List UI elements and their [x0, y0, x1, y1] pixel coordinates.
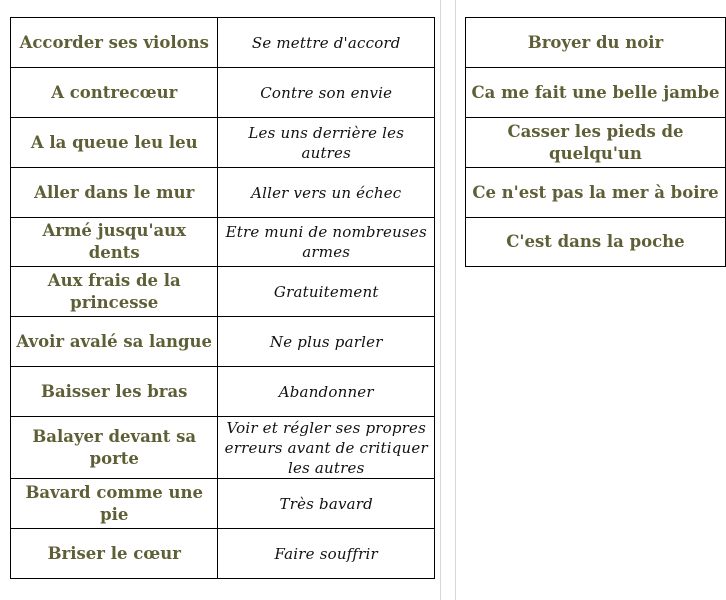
expression-cell: A la queue leu leu	[11, 118, 218, 168]
meaning-cell: Les uns derrière les autres	[218, 118, 435, 168]
table-row	[11, 267, 435, 317]
page-divider	[455, 0, 456, 600]
table-row	[466, 168, 726, 218]
expression-cell: Armé jusqu'aux dents	[11, 218, 218, 267]
table-row	[466, 18, 726, 68]
table-row	[11, 168, 435, 218]
meaning-cell: Ne plus parler	[218, 317, 435, 367]
expressions-table-right	[465, 17, 726, 267]
meaning-cell: Se mettre d'accord	[218, 18, 435, 68]
table-row	[466, 218, 726, 267]
expression-cell: Ca me fait une belle jambe	[466, 68, 726, 118]
table-row	[11, 317, 435, 367]
expression-cell: Accorder ses violons	[11, 18, 218, 68]
expressions-table-left	[10, 17, 435, 579]
expression-cell: Ce n'est pas la mer à boire	[466, 168, 726, 218]
expression-cell: Avoir avalé sa langue	[11, 317, 218, 367]
table-row	[466, 68, 726, 118]
meaning-cell: Très bavard	[218, 479, 435, 529]
expression-cell: Bavard comme une pie	[11, 479, 218, 529]
expression-cell: Aller dans le mur	[11, 168, 218, 218]
expression-cell: A contrecœur	[11, 68, 218, 118]
expression-cell: Broyer du noir	[466, 18, 726, 68]
table-row	[11, 529, 435, 579]
expression-cell: C'est dans la poche	[466, 218, 726, 267]
table-row	[11, 479, 435, 529]
meaning-cell: Aller vers un échec	[218, 168, 435, 218]
meaning-cell: Faire souffrir	[218, 529, 435, 579]
table-row	[11, 118, 435, 168]
expression-cell: Balayer devant sa porte	[11, 417, 218, 479]
table-row	[11, 218, 435, 267]
meaning-cell: Abandonner	[218, 367, 435, 417]
meaning-cell: Etre muni de nombreuses armes	[218, 218, 435, 267]
table-row	[11, 18, 435, 68]
meaning-cell: Voir et régler ses propres erreurs avant de critiquer les autres	[218, 417, 435, 479]
page-divider	[440, 0, 441, 600]
table-row	[466, 118, 726, 168]
expression-cell: Baisser les bras	[11, 367, 218, 417]
table-row	[11, 367, 435, 417]
expression-cell: Briser le cœur	[11, 529, 218, 579]
table-row	[11, 68, 435, 118]
meaning-cell: Gratuitement	[218, 267, 435, 317]
expression-cell: Casser les pieds de quelqu'un	[466, 118, 726, 168]
meaning-cell: Contre son envie	[218, 68, 435, 118]
table-row	[11, 417, 435, 479]
expression-cell: Aux frais de la princesse	[11, 267, 218, 317]
